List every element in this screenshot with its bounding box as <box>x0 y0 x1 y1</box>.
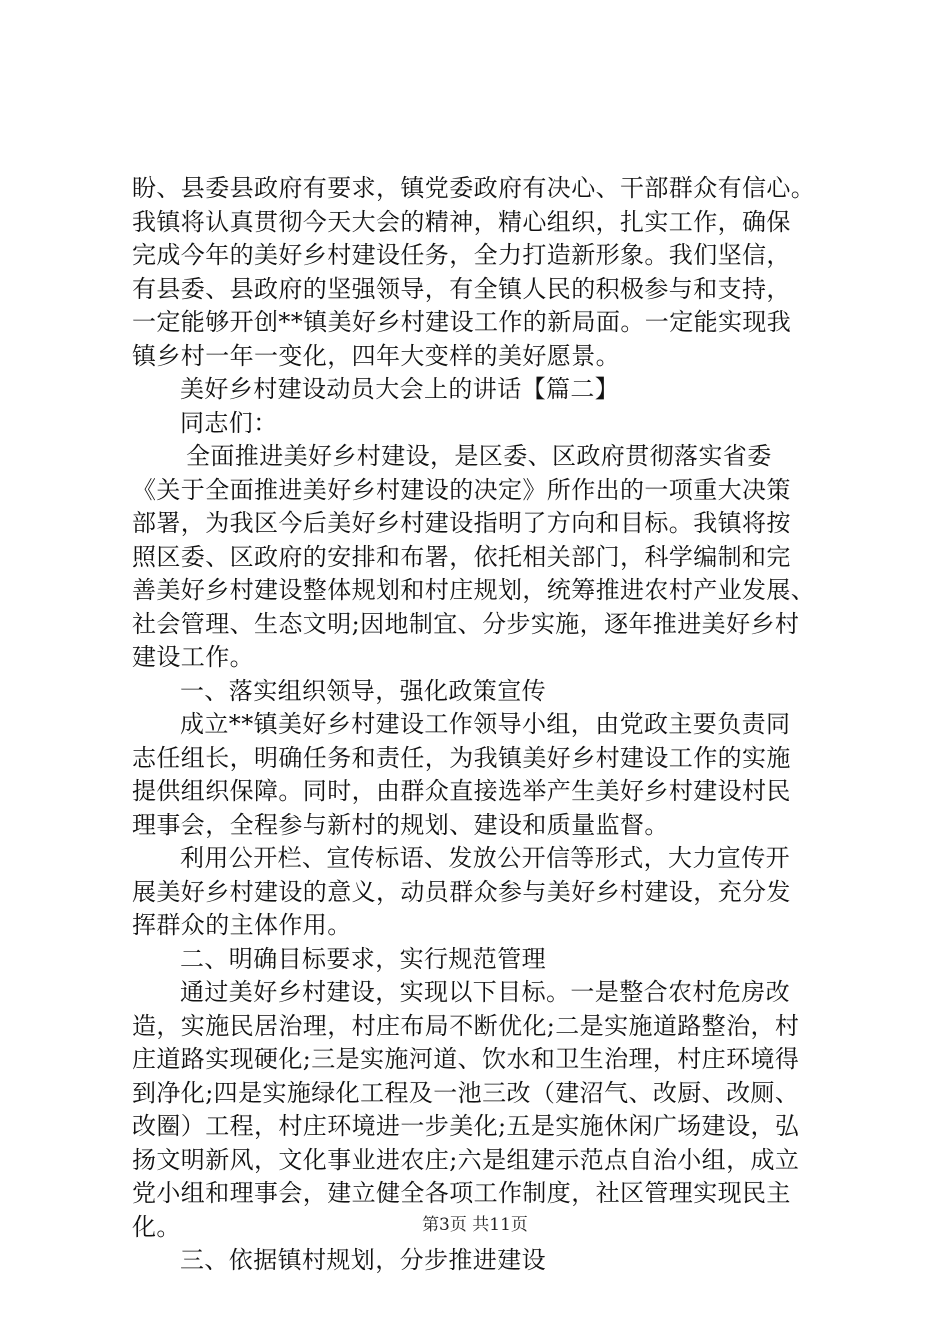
page-number-footer: 第3页 共11页 <box>422 1215 528 1235</box>
text-line: 有县委、县政府的坚强领导，有全镇人民的积极参与和支持， <box>132 274 791 303</box>
text-line: 志任组长，明确任务和责任，为我镇美好乡村建设工作的实施 <box>132 743 791 772</box>
text-line: 三、依据镇村规划，分步推进建设 <box>180 1246 546 1274</box>
text-line: 党小组和理事会，建立健全各项工作制度，社区管理实现民主 <box>132 1179 791 1207</box>
text-line: 一定能够开创**镇美好乡村建设工作的新局面。一定能实现我 <box>132 308 792 336</box>
text-line: 镇乡村一年一变化，四年大变样的美好愿景。 <box>132 341 620 370</box>
text-line: 部署，为我区今后美好乡村建设指明了方向和目标。我镇将按 <box>132 509 791 537</box>
text-line: 庄道路实现硬化;三是实施河道、饮水和卫生治理，村庄环境得 <box>132 1045 800 1073</box>
text-line: 改圈）工程，村庄环境进一步美化;五是实施休闲广场建设，弘 <box>132 1112 800 1140</box>
text-line: 造，实施民居治理，村庄布局不断优化;二是实施道路整治，村 <box>132 1011 800 1040</box>
text-line: 理事会，全程参与新村的规划、建设和质量监督。 <box>132 810 669 839</box>
text-line: 我镇将认真贯彻今天大会的精神，精心组织，扎实工作，确保 <box>132 207 791 236</box>
text-line: 善美好乡村建设整体规划和村庄规划，统筹推进农村产业发展、 <box>132 576 816 604</box>
text-line: 展美好乡村建设的意义，动员群众参与美好乡村建设，充分发 <box>132 877 791 906</box>
text-line: 提供组织保障。同时，由群众直接选举产生美好乡村建设村民 <box>132 777 791 805</box>
document-body <box>132 172 832 1278</box>
text-line: 建设工作。 <box>132 643 254 671</box>
text-line: 一、落实组织领导，强化政策宣传 <box>180 676 546 705</box>
text-line: 利用公开栏、宣传标语、发放公开信等形式，大力宣传开 <box>180 844 790 872</box>
text-line: 完成今年的美好乡村建设任务，全力打造新形象。我们坚信， <box>132 241 791 269</box>
text-line: 挥群众的主体作用。 <box>132 911 352 939</box>
text-line: 全面推进美好乡村建设，是区委、区政府贯彻落实省委 <box>186 442 772 470</box>
text-line: 扬文明新风，文化事业进农庄;六是组建示范点自治小组，成立 <box>132 1145 800 1174</box>
text-line: 《关于全面推进美好乡村建设的决定》所作出的一项重大决策 <box>132 475 791 504</box>
text-line: 通过美好乡村建设，实现以下目标。一是整合农村危房改 <box>180 978 790 1006</box>
text-line: 化。 <box>132 1212 181 1241</box>
text-line: 二、明确目标要求，实行规范管理 <box>180 944 546 973</box>
text-line: 盼、县委县政府有要求，镇党委政府有决心、干部群众有信心。 <box>132 174 816 202</box>
text-line: 社会管理、生态文明;因地制宜、分步实施，逐年推进美好乡村 <box>132 609 800 638</box>
text-line: 同志们： <box>180 408 278 437</box>
text-line: 到净化;四是实施绿化工程及一池三改（建沼气、改厨、改厕、 <box>132 1078 800 1107</box>
text-line: 美好乡村建设动员大会上的讲话【篇二】 <box>180 375 620 403</box>
text-line: 成立**镇美好乡村建设工作领导小组，由党政主要负责同 <box>180 710 791 738</box>
text-line: 照区委、区政府的安排和布署，依托相关部门，科学编制和完 <box>132 542 791 571</box>
